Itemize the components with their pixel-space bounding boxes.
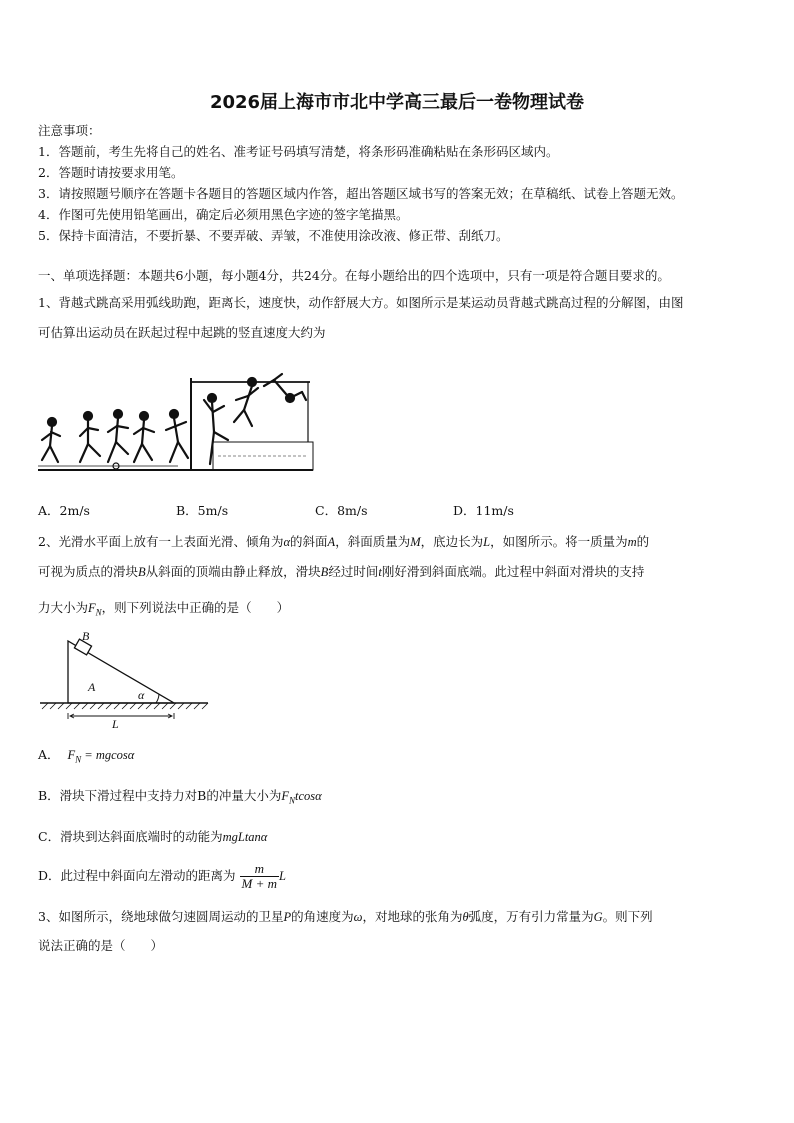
label-alpha: α: [138, 688, 145, 702]
q1-stem-line2: 可估算出运动员在跃起过程中起跳的竖直速度大约为: [38, 325, 326, 340]
q1-option-d: D．11m/s: [453, 503, 514, 518]
label-B: B: [82, 629, 90, 643]
notice-heading: 注意事项：: [38, 123, 101, 138]
section-heading: 一、单项选择题：本题共6小题，每小题4分，共24分。在每小题给出的四个选项中，只有一项是符合题目要求的。: [38, 268, 670, 283]
q3-stem-line2: 说法正确的是（ ）: [38, 938, 164, 953]
q2-option-a: A． $F_N = mgcos\alpha$: [38, 747, 135, 765]
incline-figure: [38, 627, 210, 731]
q1-option-b: B．5m/s: [176, 503, 229, 518]
q1-option-a: A．2m/s: [38, 503, 90, 518]
q2-stem-line2: 可视为质点的滑块B从斜面的顶端由静止释放，滑块B经过时间t刚好滑到斜面底端。此过程中斜面对滑块的支持: [38, 564, 645, 579]
notice-item-4: 4．作图可先使用铅笔画出，确定后必须用黑色字迹的签字笔描黑。: [38, 207, 409, 222]
q2-option-b: B．滑块下滑过程中支持力对B的冲量大小为$F_Ntcos\alpha$: [38, 788, 322, 806]
notice-item-3: 3．请按照题号顺序在答题卡各题目的答题区域内作答，超出答题区域书写的答案无效；在草稿纸、试卷上答题无效。: [38, 186, 684, 201]
q2-stem-line1: 2、光滑水平面上放有一上表面光滑、倾角为α的斜面A，斜面质量为M，底边长为L，如图所示。将一质量为m的: [38, 534, 650, 549]
q2-option-c: C．滑块到达斜面底端时的动能为mgLtanα: [38, 829, 268, 844]
fraction: $\frac{m}{M + m}$: [241, 861, 278, 891]
q2-option-d: D．此过程中斜面向左滑动的距离为 $\frac{m}{M + m}$ L: [38, 861, 286, 891]
q3-stem-line1: 3、如图所示，绕地球做匀速圆周运动的卫星P的角速度为ω，对地球的张角为θ弧度，万有引力常量为G。则下列: [38, 909, 653, 924]
label-A: A: [88, 680, 96, 694]
q1-option-c: C．8m/s: [315, 503, 368, 518]
high-jump-figure: [38, 370, 318, 476]
q1-stem-line1: 1、背越式跳高采用弧线助跑，距离长，速度快，动作舒展大方。如图所示是某运动员背越式跳高过程的分解图，由图: [38, 295, 684, 310]
q2-stem-line3: 力大小为$F_N$，则下列说法中正确的是（ ）: [38, 600, 290, 618]
page-title: 2026届上海市市北中学高三最后一卷物理试卷: [209, 92, 585, 113]
notice-item-5: 5．保持卡面清洁，不要折暴、不要弄破、弄皱，不准使用涂改液、修正带、刮纸刀。: [38, 228, 509, 243]
notice-item-1: 1．答题前，考生先将自己的姓名、准考证号码填写清楚，将条形码准确粘贴在条形码区域内。: [38, 144, 559, 159]
label-L: L: [112, 717, 119, 731]
notice-item-2: 2．答题时请按要求用笔。: [38, 165, 184, 180]
runner-1: [42, 418, 60, 462]
